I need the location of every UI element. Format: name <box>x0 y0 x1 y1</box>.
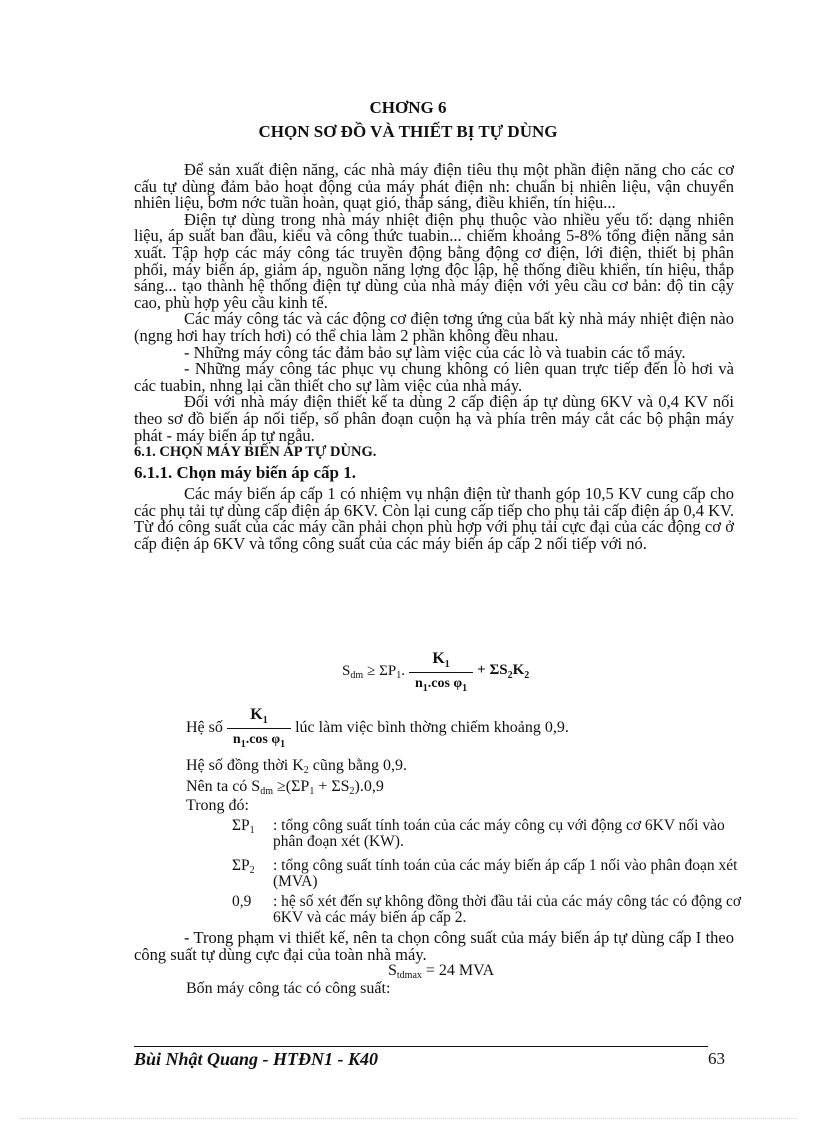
body-text-2 <box>134 930 734 963</box>
stdmax-line: $S_{tdmax} = 24$ MVA <box>388 962 495 981</box>
paragraph: Điện tự dùng trong nhà máy nhiệt điện phụ thuộc vào nhiều yếu tố: dạng nhiên liệu, áp suất ban đầu, kiểu và công thức tuabin... chiếm khoảng 5-8% tổng điện năng sản xuất. Tập hợp các máy công tác truyền động bằng động cơ điện, lới điện, thiết bị phân phối, máy biến áp, giảm áp, nguồn năng lợng độc lập, hệ thống điều khiển, tín hiệu, thắp sáng... tạo thành hệ thống điện tự dùng của nhà máy điện với yêu cầu cơ bản: độ tin cậy cao, phù hợp yêu cầu kinh tế. <box>134 209 734 312</box>
k2-line: Hệ số đồng thời $K_2$ cũng bằng 0,9. <box>186 757 407 776</box>
paragraph: Để sản xuất điện năng, các nhà máy điện tiêu thụ một phần điện năng cho các cơ cấu tự dùng đảm bảo hoạt động của máy phát điện nh: chuẩn bị nhiên liệu, vận chuyển nhiên liệu, bơm nớc tuần hoàn, quạt gió, thắp sáng, điều khiển, tín hiệu... <box>134 160 734 213</box>
subsection-heading: 6.1.1. Chọn máy biến áp cấp 1. <box>134 462 356 482</box>
he-so-suffix: lúc làm việc bình thờng chiếm khoảng 0,9. <box>295 718 569 736</box>
formula-op: ≥ $\Sigma P_1$. <box>367 662 405 681</box>
he-so-prefix: Hệ số <box>186 718 223 736</box>
page-bottom-divider <box>20 1118 796 1119</box>
footer-rule <box>134 1046 708 1047</box>
body-text <box>134 162 734 553</box>
paragraph: - Những máy công tác đảm bảo sự làm việc của các lò và tuabin các tổ máy. <box>184 342 686 362</box>
chapter-number: CHƠNG 6 <box>369 98 447 117</box>
paragraph: - Những máy công tác phục vụ chung không có liên quan trực tiếp đến lò hơi và các tuabin, nhng lại cần thiết cho sự làm việc của nhà máy. <box>134 359 734 395</box>
definitions-list <box>232 818 752 850</box>
paragraph: - Trong phạm vi thiết kế, nên ta chọn công suất của máy biến áp tự dùng cấp I theo công suất tự dùng cực đại của toàn nhà máy. <box>134 928 734 964</box>
definitions-list <box>232 858 752 890</box>
paragraph: Đối với nhà máy điện thiết kế ta dùng 2 cấp điện áp tự dùng 6KV và 0,4 KV nối theo sơ đồ biến áp nối tiếp, số phân đoạn cuộn hạ và phía trên máy cắt các bộ phận máy phát - máy biến áp tự ngẫu. <box>134 392 734 445</box>
nen-ta-co-line: Nên ta có $S_{dm} \ge(\Sigma P_1 + \Sigma S_2).0,9$ <box>186 778 384 797</box>
page-number: 63 <box>708 1049 725 1068</box>
paragraph: Các máy biến áp cấp 1 có nhiệm vụ nhận điện từ thanh góp 10,5 KV cung cấp cho các phụ tải tự dùng cấp điện áp 6KV. Còn lại cung cấp tiếp cho phụ tải cấp điện áp 0,4 KV. Từ đó công suất của các máy cần phải chọn phù hợp với phụ tải cực đại của các động cơ ở cấp điện áp 6KV và tổng công suất của các máy biến áp cấp 2 nối tiếp với nó. <box>134 484 734 554</box>
he-so-fraction: $\frac{K_1}{n_1.\cos \varphi_1}$ <box>227 706 291 750</box>
capacity-formula <box>342 650 529 694</box>
formula-fraction <box>409 650 473 694</box>
footer-author: Bùi Nhật Quang - HTĐN1 - K40 <box>134 1049 379 1069</box>
section-heading: 6.1. CHỌN MÁY BIẾN ÁP TỰ DÙNG. <box>134 444 377 461</box>
paragraph: Các máy công tác và các động cơ điện tơng ứng của bất kỳ nhà máy nhiệt điện nào (ngng hơi hay trích hơi) có thể chia làm 2 phần không đều nhau. <box>134 309 734 345</box>
formula-sum-term: + $\Sigma S_2K_2$ <box>477 662 530 682</box>
he-so-row <box>186 706 569 750</box>
formula-lhs: $S_{dm}$ <box>342 662 364 681</box>
bon-may-line: Bốn máy công tác có công suất: <box>186 980 391 997</box>
fraction-numerator: $K_1$ <box>432 650 450 671</box>
fraction-denominator: $n_1.\cos$ $\varphi_1$ <box>409 672 473 694</box>
definitions-list <box>232 894 752 926</box>
definition-item: 0,9 : hệ số xét đến sự không đồng thời đầu tải của các máy công tác có động cơ 6KV và các máy biến áp cấp 2. <box>232 893 742 926</box>
definition-item: $\Sigma P_1$ : tổng công suất tính toán của các máy công cụ với động cơ 6KV nối vào phân đoạn xét (KW). <box>232 817 725 850</box>
definition-item: $\Sigma P_2$ : tổng công suất tính toán của các máy biến áp cấp 1 nối vào phân đoạn xét (MVA) <box>232 857 738 890</box>
chapter-title: CHỌN SƠ ĐỒ VÀ THIẾT BỊ TỰ DÙNG <box>258 122 558 141</box>
trong-do-line: Trong đó: <box>186 797 249 814</box>
